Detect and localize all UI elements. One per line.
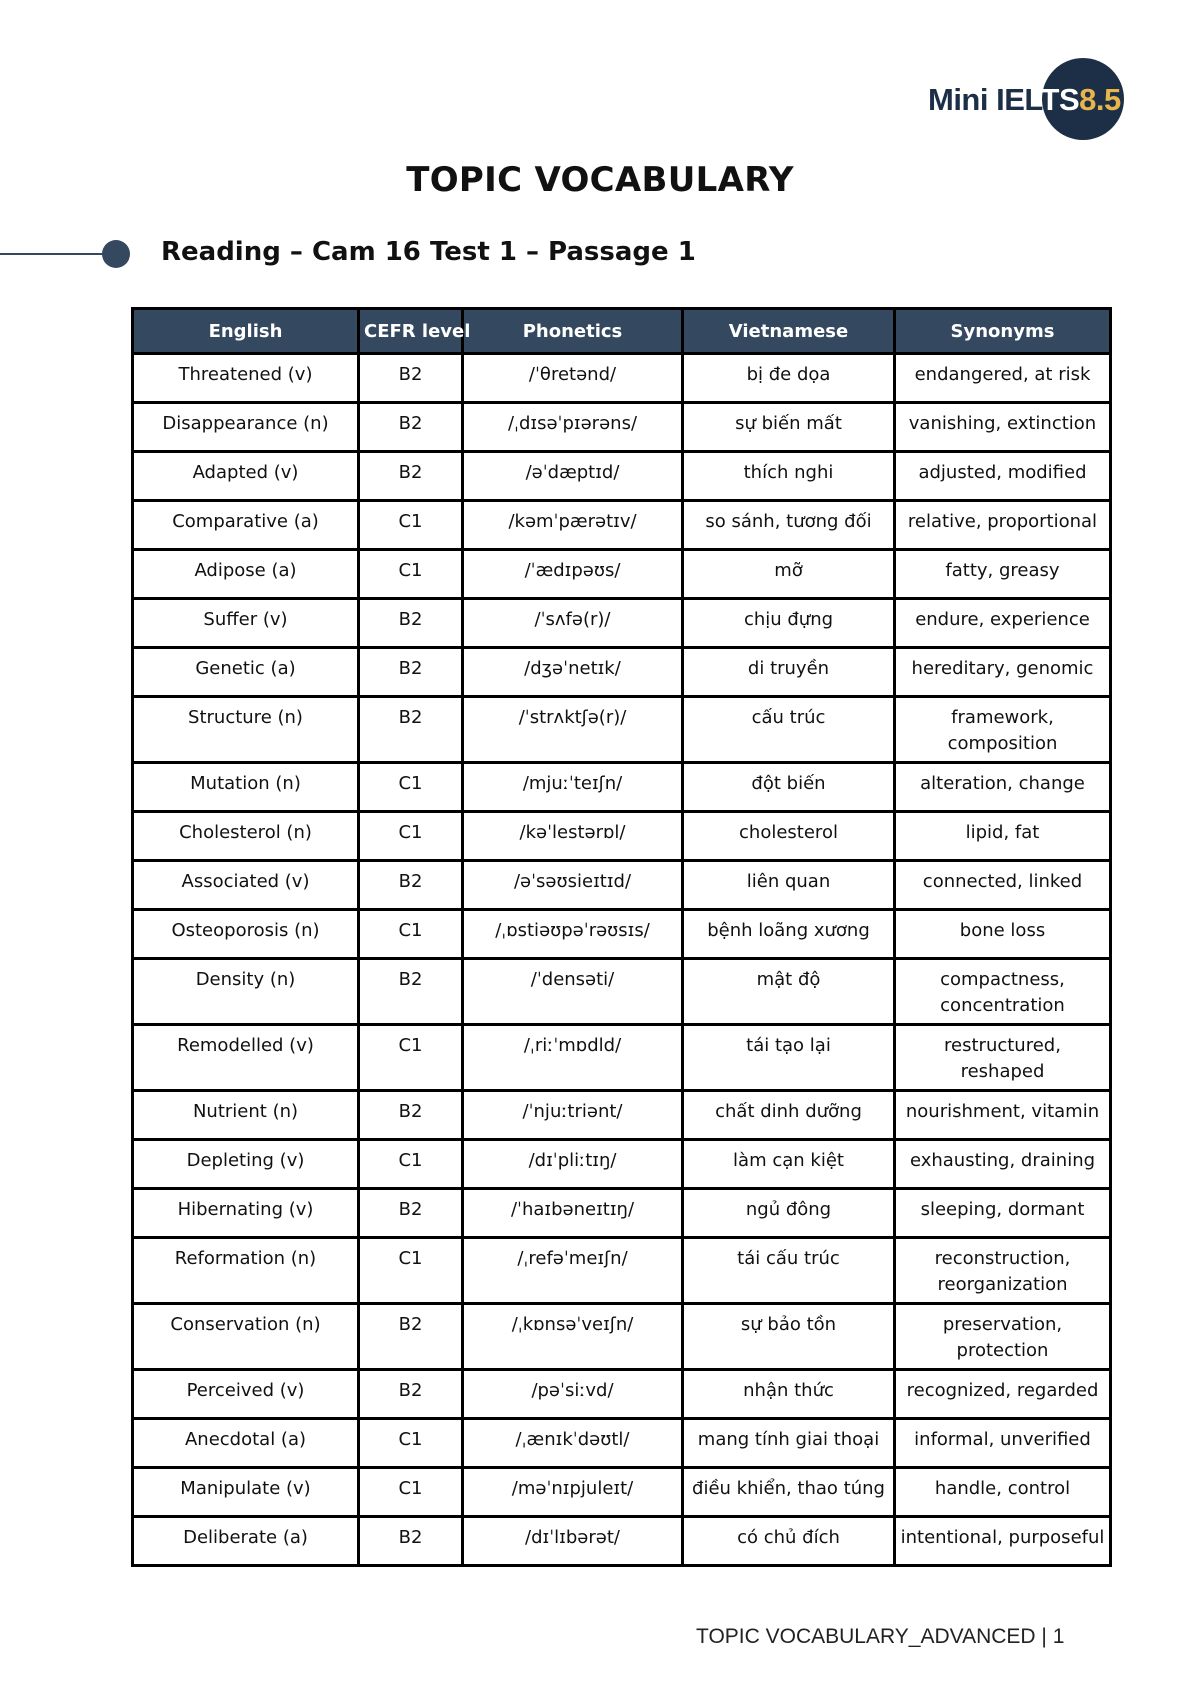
phonetics-cell: /əˈdæptɪd/ [463,452,683,501]
phonetics-cell: /pəˈsiːvd/ [463,1370,683,1419]
phonetics-cell: /ˈnjuːtriənt/ [463,1091,683,1140]
table-row [133,1517,1111,1566]
table-row [133,550,1111,599]
synonyms-cell: lipid, fat [895,812,1111,861]
table-row [133,910,1111,959]
section-line [0,253,106,255]
cefr-cell: C1 [359,812,463,861]
english-cell: Depleting (v) [133,1140,359,1189]
cefr-cell: B2 [359,599,463,648]
vietnamese-cell: tái cấu trúc [683,1238,895,1304]
table-row [133,763,1111,812]
table-row [133,403,1111,452]
vietnamese-cell: liên quan [683,861,895,910]
phonetics-cell: /ˈθretənd/ [463,354,683,403]
phonetics-cell: /ˌænɪkˈdəʊtl/ [463,1419,683,1468]
table-row [133,1468,1111,1517]
cefr-cell: C1 [359,1140,463,1189]
table-row [133,697,1111,763]
table-row [133,452,1111,501]
column-header-english: English [133,309,359,354]
vietnamese-cell: đột biến [683,763,895,812]
synonyms-cell: endangered, at risk [895,354,1111,403]
vietnamese-cell: so sánh, tương đối [683,501,895,550]
cefr-cell: B2 [359,1370,463,1419]
cefr-cell: C1 [359,910,463,959]
vietnamese-cell: mật độ [683,959,895,1025]
vietnamese-cell: cholesterol [683,812,895,861]
synonyms-cell: intentional, purposeful [895,1517,1111,1566]
synonyms-cell: fatty, greasy [895,550,1111,599]
cefr-cell: B2 [359,697,463,763]
column-header-cefr-level: CEFR level [359,309,463,354]
synonyms-cell: bone loss [895,910,1111,959]
phonetics-cell: /ˈdensəti/ [463,959,683,1025]
cefr-cell: B2 [359,354,463,403]
table-row [133,959,1111,1025]
english-cell: Associated (v) [133,861,359,910]
english-cell: Conservation (n) [133,1304,359,1370]
table-row [133,599,1111,648]
synonyms-cell: recognized, regarded [895,1370,1111,1419]
section-bullet-icon [102,240,130,268]
synonyms-cell: hereditary, genomic [895,648,1111,697]
cefr-cell: C1 [359,763,463,812]
cefr-cell: B2 [359,1304,463,1370]
english-cell: Deliberate (a) [133,1517,359,1566]
vietnamese-cell: mang tính giai thoại [683,1419,895,1468]
vietnamese-cell: tái tạo lại [683,1025,895,1091]
cefr-cell: B2 [359,861,463,910]
vietnamese-cell: chất dinh dưỡng [683,1091,895,1140]
vietnamese-cell: bị đe dọa [683,354,895,403]
table-header-row [133,309,1111,354]
english-cell: Genetic (a) [133,648,359,697]
table-row [133,1140,1111,1189]
cefr-cell: C1 [359,1238,463,1304]
vietnamese-cell: cấu trúc [683,697,895,763]
cefr-cell: C1 [359,501,463,550]
phonetics-cell: /ˈædɪpəʊs/ [463,550,683,599]
synonyms-cell: connected, linked [895,861,1111,910]
phonetics-cell: /əˈsəʊsieɪtɪd/ [463,861,683,910]
synonyms-cell: endure, experience [895,599,1111,648]
synonyms-cell: preservation, protection [895,1304,1111,1370]
vietnamese-cell: làm cạn kiệt [683,1140,895,1189]
logo-text: Mini IELTS8.5 [928,82,1121,117]
synonyms-cell: informal, unverified [895,1419,1111,1468]
table-row [133,501,1111,550]
table-body [133,354,1111,1566]
column-header-phonetics: Phonetics [463,309,683,354]
vietnamese-cell: điều khiển, thao túng [683,1468,895,1517]
english-cell: Structure (n) [133,697,359,763]
english-cell: Osteoporosis (n) [133,910,359,959]
page-title: TOPIC VOCABULARY [406,160,794,200]
phonetics-cell: /mjuːˈteɪʃn/ [463,763,683,812]
cefr-cell: C1 [359,1419,463,1468]
column-header-vietnamese: Vietnamese [683,309,895,354]
cefr-cell: C1 [359,550,463,599]
english-cell: Manipulate (v) [133,1468,359,1517]
vocabulary-table [131,307,1112,1567]
page-footer: TOPIC VOCABULARY_ADVANCED | 1 [696,1625,1065,1648]
vietnamese-cell: thích nghi [683,452,895,501]
cefr-cell: B2 [359,1517,463,1566]
synonyms-cell: sleeping, dormant [895,1189,1111,1238]
phonetics-cell: /ˌriːˈmɒdld/ [463,1025,683,1091]
english-cell: Nutrient (n) [133,1091,359,1140]
table-row [133,648,1111,697]
phonetics-cell: /məˈnɪpjuleɪt/ [463,1468,683,1517]
table-row [133,1238,1111,1304]
cefr-cell: B2 [359,452,463,501]
synonyms-cell: vanishing, extinction [895,403,1111,452]
english-cell: Comparative (a) [133,501,359,550]
vietnamese-cell: có chủ đích [683,1517,895,1566]
vietnamese-cell: sự bảo tồn [683,1304,895,1370]
table-row [133,1189,1111,1238]
synonyms-cell: restructured, reshaped [895,1025,1111,1091]
phonetics-cell: /kəˈlestərɒl/ [463,812,683,861]
vietnamese-cell: sự biến mất [683,403,895,452]
phonetics-cell: /ˌrefəˈmeɪʃn/ [463,1238,683,1304]
synonyms-cell: handle, control [895,1468,1111,1517]
english-cell: Adapted (v) [133,452,359,501]
vietnamese-cell: di truyền [683,648,895,697]
synonyms-cell: relative, proportional [895,501,1111,550]
synonyms-cell: alteration, change [895,763,1111,812]
phonetics-cell: /ˈsʌfə(r)/ [463,599,683,648]
table-row [133,1370,1111,1419]
english-cell: Cholesterol (n) [133,812,359,861]
phonetics-cell: /ˈstrʌktʃə(r)/ [463,697,683,763]
synonyms-cell: adjusted, modified [895,452,1111,501]
english-cell: Suffer (v) [133,599,359,648]
phonetics-cell: /dʒəˈnetɪk/ [463,648,683,697]
table-row [133,354,1111,403]
section-heading: Reading – Cam 16 Test 1 – Passage 1 [161,237,696,267]
cefr-cell: B2 [359,403,463,452]
phonetics-cell: /ˌdɪsəˈpɪərəns/ [463,403,683,452]
phonetics-cell: /dɪˈlɪbərət/ [463,1517,683,1566]
phonetics-cell: /dɪˈpliːtɪŋ/ [463,1140,683,1189]
phonetics-cell: /ˌkɒnsəˈveɪʃn/ [463,1304,683,1370]
phonetics-cell: /kəmˈpærətɪv/ [463,501,683,550]
table-row [133,861,1111,910]
phonetics-cell: /ˈhaɪbəneɪtɪŋ/ [463,1189,683,1238]
english-cell: Remodelled (v) [133,1025,359,1091]
cefr-cell: B2 [359,1189,463,1238]
vietnamese-cell: chịu đựng [683,599,895,648]
cefr-cell: B2 [359,959,463,1025]
vietnamese-cell: ngủ đông [683,1189,895,1238]
synonyms-cell: compactness, concentration [895,959,1111,1025]
table-row [133,1304,1111,1370]
vietnamese-cell: mỡ [683,550,895,599]
cefr-cell: B2 [359,1091,463,1140]
synonyms-cell: exhausting, draining [895,1140,1111,1189]
synonyms-cell: framework, composition [895,697,1111,763]
english-cell: Density (n) [133,959,359,1025]
english-cell: Adipose (a) [133,550,359,599]
english-cell: Mutation (n) [133,763,359,812]
synonyms-cell: reconstruction, reorganization [895,1238,1111,1304]
cefr-cell: C1 [359,1025,463,1091]
logo [928,58,1138,142]
table-row [133,1025,1111,1091]
column-header-synonyms: Synonyms [895,309,1111,354]
english-cell: Disappearance (n) [133,403,359,452]
vietnamese-cell: nhận thức [683,1370,895,1419]
english-cell: Reformation (n) [133,1238,359,1304]
cefr-cell: C1 [359,1468,463,1517]
vietnamese-cell: bệnh loãng xương [683,910,895,959]
phonetics-cell: /ˌɒstiəʊpəˈrəʊsɪs/ [463,910,683,959]
table-row [133,1091,1111,1140]
english-cell: Threatened (v) [133,354,359,403]
cefr-cell: B2 [359,648,463,697]
table-row [133,812,1111,861]
english-cell: Perceived (v) [133,1370,359,1419]
english-cell: Anecdotal (a) [133,1419,359,1468]
english-cell: Hibernating (v) [133,1189,359,1238]
table-row [133,1419,1111,1468]
synonyms-cell: nourishment, vitamin [895,1091,1111,1140]
